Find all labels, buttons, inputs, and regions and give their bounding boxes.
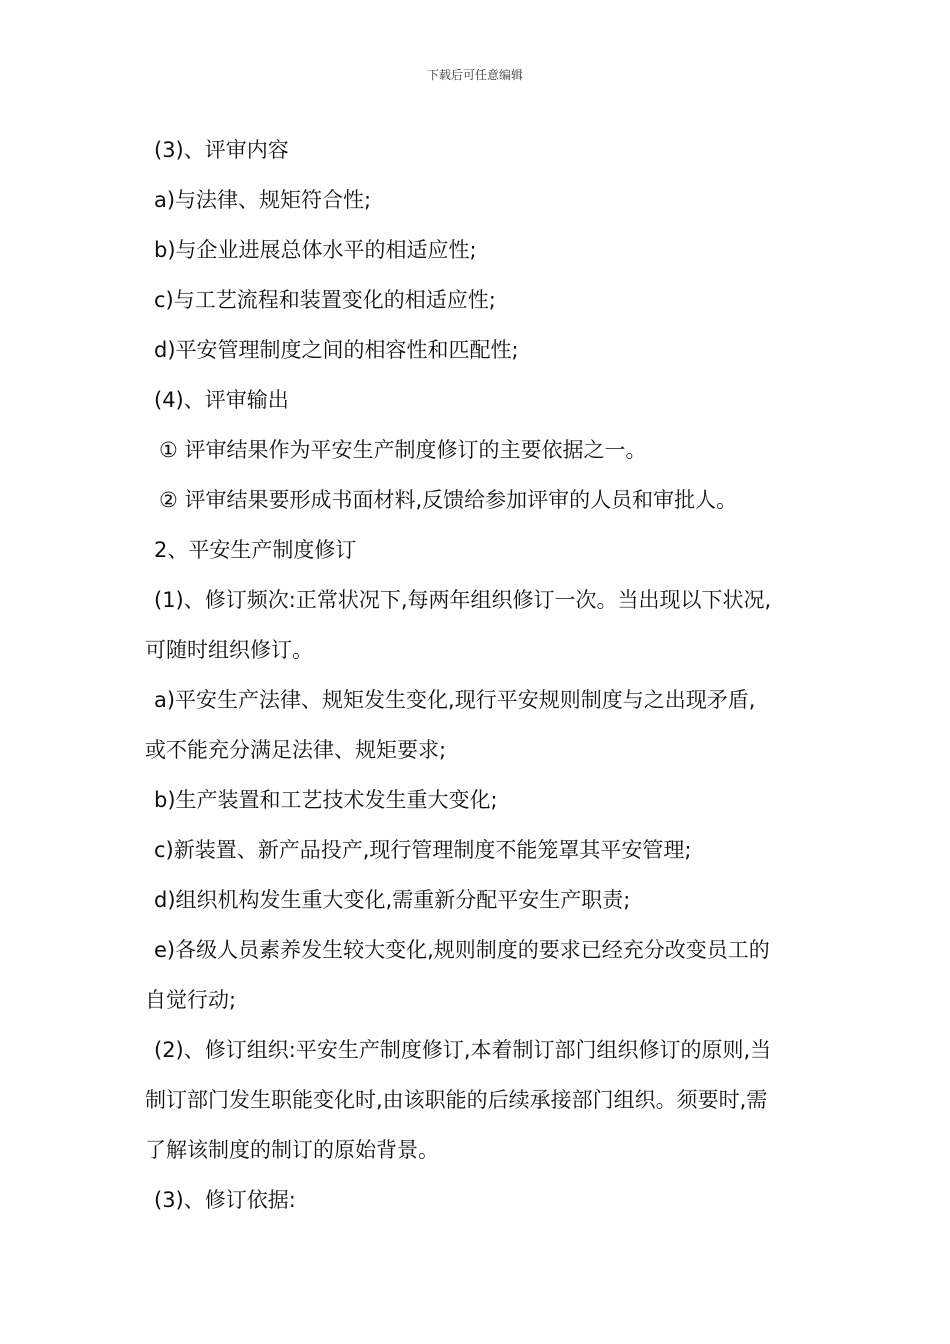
paragraph [145, 425, 810, 475]
paragraph-line: ① 评审结果作为平安生产制度修订的主要依据之一。 [159, 438, 647, 462]
paragraph-line: (2)、修订组织:平安生产制度修订,本着制订部门组织修订的原则,当 [154, 1038, 772, 1062]
paragraph-line: a)平安生产法律、规矩发生变化,现行平安规则制度与之出现矛盾, [154, 688, 756, 712]
paragraph-line: 制订部门发生职能变化时,由该职能的后续承接部门组织。须要时,需 [145, 1088, 768, 1112]
paragraph [145, 875, 810, 925]
paragraph-line: 了解该制度的制订的原始背景。 [145, 1138, 439, 1162]
paragraph-line: b)与企业进展总体水平的相适应性; [154, 238, 477, 262]
paragraph-line: a)与法律、规矩符合性; [154, 188, 372, 212]
paragraph-line: 自觉行动; [145, 988, 237, 1012]
paragraph [145, 225, 810, 275]
paragraph [145, 525, 810, 575]
paragraph-line: (3)、评审内容 [154, 138, 289, 162]
paragraph [145, 125, 810, 175]
paragraph [145, 575, 810, 675]
page-header: 下载后可任意编辑 [426, 68, 523, 82]
paragraph [145, 325, 810, 375]
paragraph-line: 2、平安生产制度修订 [154, 538, 357, 562]
paragraph-line: (4)、评审输出 [154, 388, 289, 412]
paragraph-line: c)新装置、新产品投产,现行管理制度不能笼罩其平安管理; [154, 838, 692, 862]
paragraph [145, 675, 810, 775]
paragraph-line: d)平安管理制度之间的相容性和匹配性; [154, 338, 519, 362]
paragraph [145, 825, 810, 875]
paragraph-line: d)组织机构发生重大变化,需重新分配平安生产职责; [154, 888, 631, 912]
paragraph [145, 1175, 810, 1225]
paragraph-line: c)与工艺流程和装置变化的相适应性; [154, 288, 496, 312]
paragraph [145, 1025, 810, 1175]
paragraph [145, 925, 810, 1025]
paragraph-line: b)生产装置和工艺技术发生重大变化; [154, 788, 498, 812]
paragraph [145, 375, 810, 425]
paragraph-line: e)各级人员素养发生较大变化,规则制度的要求已经充分改变员工的 [154, 938, 770, 962]
paragraph [145, 275, 810, 325]
paragraph-line: (1)、修订频次:正常状况下,每两年组织修订一次。当出现以下状况, [154, 588, 772, 612]
paragraph-line: (3)、修订依据: [154, 1188, 296, 1212]
paragraph-line: ② 评审结果要形成书面材料,反馈给参加评审的人员和审批人。 [159, 488, 738, 512]
paragraph-line: 可随时组织修订。 [145, 638, 313, 662]
paragraph [145, 175, 810, 225]
paragraph-line: 或不能充分满足法律、规矩要求; [145, 738, 447, 762]
paragraph [145, 775, 810, 825]
paragraph [145, 475, 810, 525]
document-body [145, 125, 810, 1225]
